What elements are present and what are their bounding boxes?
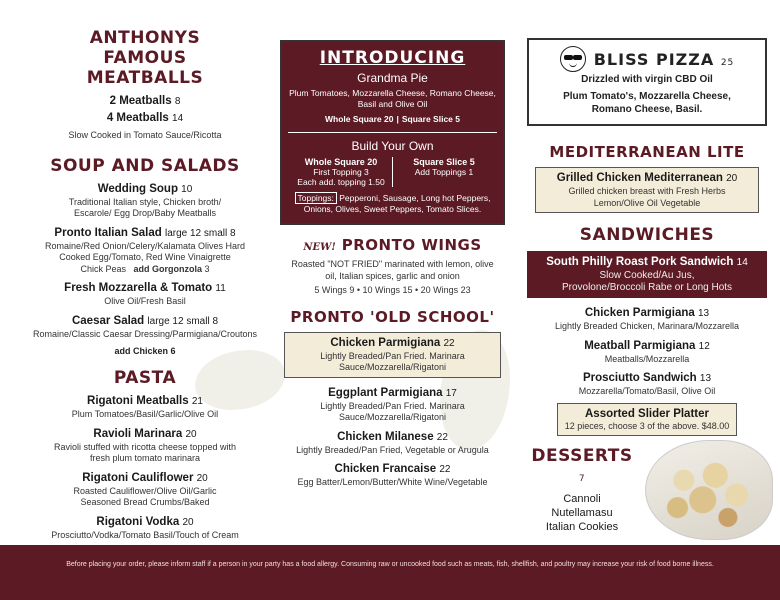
mediterranean-title: MEDITERRANEAN LITE (549, 143, 745, 161)
wings-desc: Roasted "NOT FRIED" marinated with lemon, olive oil, Italian spices, garlic and onion (291, 259, 494, 281)
toppings-list: Toppings: Pepperoni, Sausage, Long hot Peppers, Onions, Olives, Sweet Peppers, Tomato Slices. (288, 193, 497, 215)
menu-item: Meatball Parmigiana 12 (584, 339, 710, 352)
menu-item: Grilled Chicken Mediterranean 20 (556, 172, 738, 184)
menu-item: Caesar Salad large 12 small 8 (71, 314, 219, 327)
sandwiches-title: SANDWICHES (579, 225, 715, 245)
wings-title: PRONTO WINGS (341, 236, 482, 254)
old-school-title: PRONTO 'OLD SCHOOL' (290, 307, 495, 326)
menu-item: Chicken Francaise 22 (334, 463, 451, 475)
bliss-sub: Drizzled with virgin CBD Oil (581, 74, 713, 85)
meatballs-title: ANTHONYS FAMOUS MEATBALLS (86, 28, 204, 88)
allergy-notice: Before placing your order, please inform staff if a person in your party has a food allergy. Consuming raw or uncooked food such as meats, fish, shellfish, and poultry may increase your risk of food borne illness. (66, 561, 714, 568)
menu-item: Wedding Soup 10 (97, 182, 193, 195)
footer-band (0, 545, 780, 600)
sunglasses-emoji-icon (560, 46, 586, 72)
item-desc: Romaine/Classic Caesar Dressing/Parmigiana/Croutons (32, 328, 258, 339)
byo-prices: Whole Square 20 First Topping 3 Each add. topping 1.50 Square Slice 5 Add Toppings 1 (297, 157, 475, 187)
menu-item: 2 Meatballs 8 (109, 95, 181, 107)
item-desc: Meatballs/Mozzarella (604, 353, 690, 364)
menu-item: Chicken Parmigiana 13 (584, 307, 710, 319)
intro-subtitle: Grandma Pie (357, 71, 428, 85)
desserts-block (527, 446, 637, 534)
item-desc: Lightly Breaded/Pan Fried, Vegetable or Arugula (296, 444, 489, 455)
roast-pork-box (527, 251, 767, 298)
item-desc: Mozzarella/Tomato/Basil, Olive Oil (578, 386, 716, 396)
column-left (20, 28, 270, 541)
intro-box (280, 40, 505, 225)
item-desc: Lightly Breaded Chicken, Marinara/Mozzarella (554, 321, 740, 331)
dessert-item: Italian Cookies (545, 521, 619, 533)
menu-item: 4 Meatballs 14 (106, 112, 184, 124)
bliss-title: BLISS PIZZA 25 (593, 49, 735, 69)
bliss-desc: Plum Tomato's, Mozzarella Cheese, Romano Cheese, Basil. (563, 91, 731, 115)
bliss-header (535, 46, 759, 72)
bliss-box (527, 38, 767, 126)
item-desc: Prosciutto/Vodka/Tomato Basil/Touch of Cream (51, 529, 239, 540)
item-desc: Plum Tomatoes/Basil/Garlic/Olive Oil (71, 409, 219, 419)
menu-item: Pronto Italian Salad large 12 small 8 (54, 226, 236, 239)
menu-item: Rigatoni Vodka 20 (96, 515, 194, 528)
slider-platter-box (557, 403, 737, 437)
byo-title: Build Your Own (351, 139, 434, 153)
new-badge: NEW! (303, 242, 336, 253)
item-desc: Roasted Cauliflower/Olive Oil/Garlic Seasoned Bread Crumbs/Baked (73, 485, 217, 507)
menu-item: South Philly Roast Pork Sandwich 14 (546, 256, 748, 268)
item-desc: Lightly Breaded/Pan Fried. Marinara Sauce/Mozzarella/Rigatoni (320, 400, 465, 422)
pasta-title: PASTA (113, 368, 177, 388)
divider (288, 132, 497, 133)
column-center (280, 38, 505, 489)
desserts-title: DESSERTS 7 (531, 446, 633, 484)
item-desc: Traditional Italian style, Chicken broth/ Escarole/ Egg Drop/Baby Meatballs (68, 196, 222, 218)
menu-item: Assorted Slider Platter (585, 407, 709, 420)
salad-addon: Chick Peas add Gorgonzola 3 (80, 263, 210, 274)
item-desc: Grilled chicken breast with Fresh Herbs Lemon/Olive Oil Vegetable (568, 186, 726, 208)
wings-prices: 5 Wings 9 • 10 Wings 15 • 20 Wings 23 (314, 285, 471, 295)
meatballs-desc: Slow Cooked in Tomato Sauce/Ricotta (68, 130, 222, 140)
item-desc: Ravioli stuffed with ricotta cheese topped with fresh plum tomato marinara (54, 441, 236, 463)
dessert-item: Nutellamasu (551, 507, 613, 519)
menu-item: Chicken Parmigiana 22 (330, 336, 455, 349)
dessert-item: Cannoli (563, 493, 601, 505)
intro-title: INTRODUCING (319, 48, 466, 68)
intro-price: Whole Square 20 | Square Slice 5 (324, 114, 460, 124)
soups-title: SOUP AND SALADS (50, 155, 240, 176)
item-desc: Lightly Breaded/Pan Fried. Marinara Sauce/Mozzarella/Rigatoni (320, 350, 465, 372)
item-desc: 12 pieces, choose 3 of the above. $48.00 (564, 420, 730, 431)
mediterranean-box (535, 167, 759, 213)
menu-item: Ravioli Marinara 20 (93, 427, 197, 440)
intro-desc: Plum Tomatoes, Mozzarella Cheese, Romano Cheese, Basil and Olive Oil (289, 88, 496, 109)
menu-item: Rigatoni Cauliflower 20 (82, 471, 208, 484)
item-desc: Olive Oil/Fresh Basil (104, 296, 186, 306)
menu-item: Prosciutto Sandwich 13 (582, 372, 712, 384)
menu-item: Eggplant Parmigiana 17 (328, 386, 457, 399)
item-desc: Egg Batter/Lemon/Butter/White Wine/Vegetable (297, 477, 488, 487)
wings-header (280, 235, 505, 255)
item-desc: Slow Cooked/Au Jus, Provolone/Broccoli Rabe or Long Hots (561, 270, 733, 293)
caesar-addon: add Chicken 6 (114, 346, 176, 356)
sliders-photo (645, 440, 773, 540)
menu-item: Fresh Mozzarella & Tomato 11 (64, 282, 226, 294)
item-desc: Romaine/Red Onion/Celery/Kalamata Olives Hard Cooked Egg/Tomato, Red Wine Vinaigrette (44, 240, 246, 262)
menu-item: Rigatoni Meatballs 21 (87, 395, 203, 407)
featured-item-box (284, 332, 501, 378)
menu-item: Chicken Milanese 22 (337, 430, 448, 443)
